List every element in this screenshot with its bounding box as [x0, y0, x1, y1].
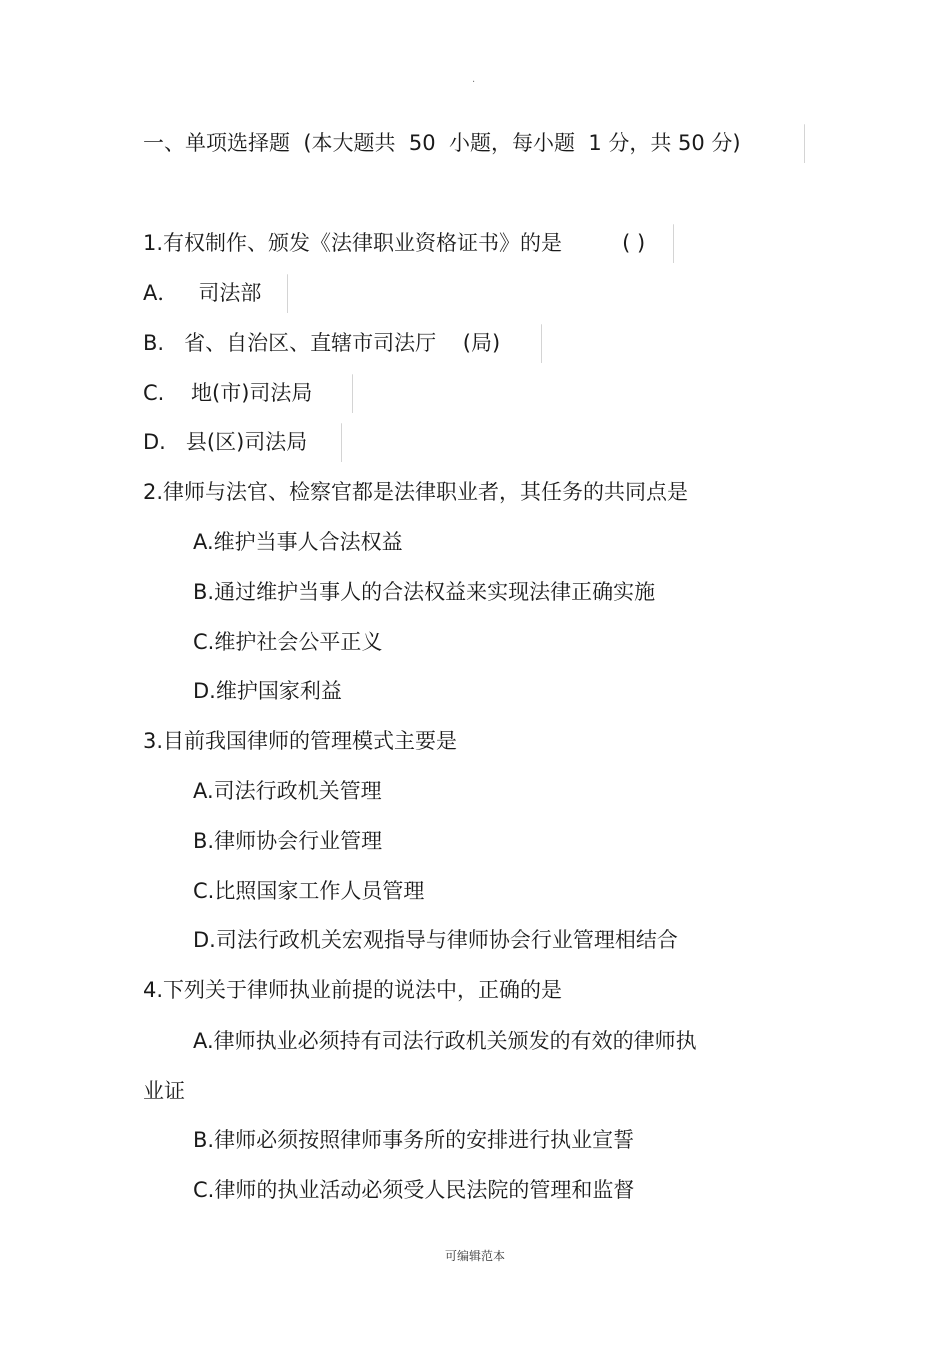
question-4-option-b: B.律师必须按照律师事务所的安排进行执业宣誓: [193, 1128, 635, 1152]
question-4-option-a: A.律师执业必须持有司法行政机关颁发的有效的律师执: [193, 1029, 697, 1053]
question-1-option-d: D. 县(区)司法局: [143, 430, 308, 454]
question-2-option-b: B.通过维护当事人的合法权益来实现法律正确实施: [193, 580, 656, 604]
question-2-option-c: C.维护社会公平正义: [193, 630, 383, 654]
question-2-option-d: D.维护国家利益: [193, 679, 342, 703]
question-3-option-b: B.律师协会行业管理: [193, 829, 383, 853]
question-4: 4.下列关于律师执业前提的说法中，正确的是: [143, 978, 563, 1002]
question-1: 1.有权制作、颁发《法律职业资格证书》的是 ( ): [143, 231, 646, 255]
frame-edge: [541, 324, 542, 363]
question-1-option-a: A． 司法部: [143, 281, 262, 305]
question-4-option-c: C.律师的执业活动必须受人民法院的管理和监督: [193, 1178, 635, 1202]
frame-edge: [804, 124, 805, 163]
question-2: 2.律师与法官、检察官都是法律职业者，其任务的共同点是: [143, 480, 689, 504]
question-3-option-c: C.比照国家工作人员管理: [193, 879, 425, 903]
question-1-option-c: C. 地(市)司法局: [143, 381, 313, 405]
question-3-option-a: A.司法行政机关管理: [193, 779, 382, 803]
frame-edge: [287, 274, 288, 313]
frame-edge: [352, 374, 353, 413]
question-4-option-a-continued: 业证: [143, 1079, 185, 1103]
question-1-option-b: B. 省、自治区、直辖市司法厅 (局): [143, 331, 501, 355]
frame-edge: [341, 423, 342, 462]
page-footer: 可编辑范本: [444, 1249, 505, 1263]
question-2-option-a: A.维护当事人合法权益: [193, 530, 403, 554]
section-heading: 一、单项选择题 (本大题共 50 小题，每小题 1 分，共 50 分): [143, 131, 741, 155]
frame-edge: [673, 224, 674, 263]
header-mark: .: [472, 74, 476, 85]
question-3: 3.目前我国律师的管理模式主要是: [143, 729, 458, 753]
question-3-option-d: D.司法行政机关宏观指导与律师协会行业管理相结合: [193, 928, 678, 952]
